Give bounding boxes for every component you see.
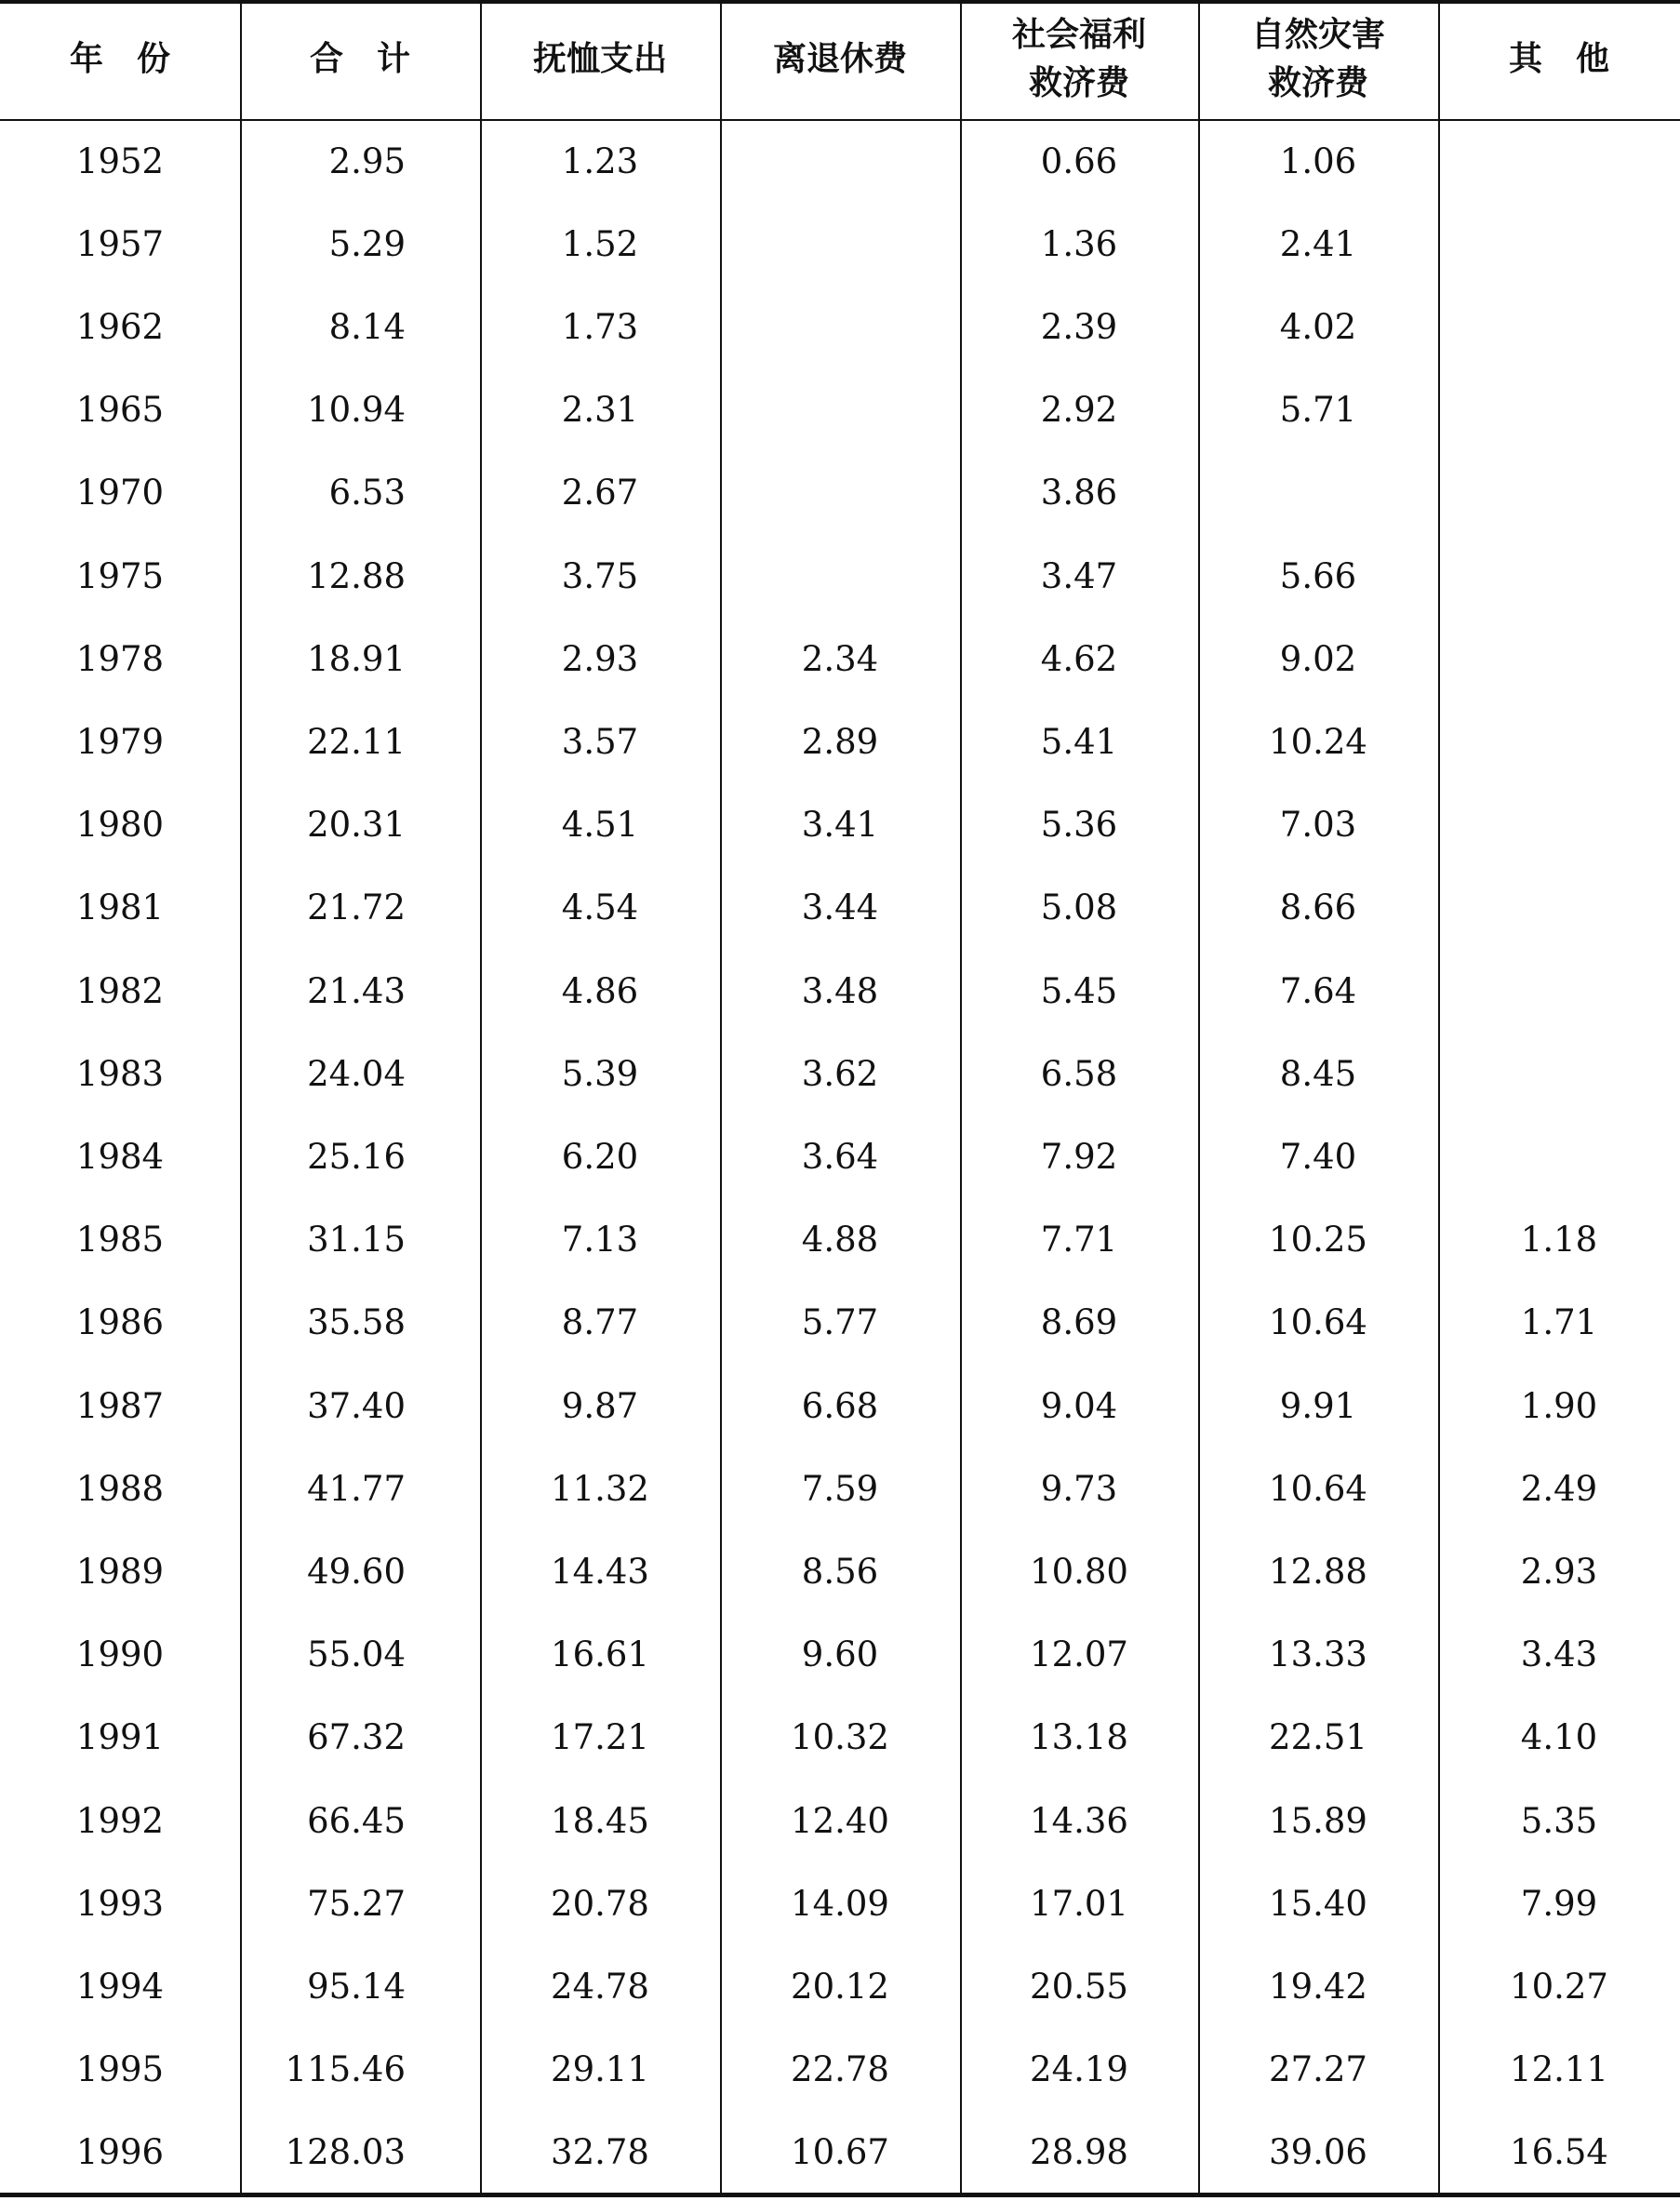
cell-other: 16.54 [1510, 2132, 1608, 2173]
header-line: 其 他 [1508, 39, 1609, 78]
cell-retirement: 8.56 [801, 1551, 879, 1592]
cell-retirement: 22.78 [791, 2049, 889, 2090]
cell-disaster-relief: 2.41 [1279, 223, 1357, 264]
cell-social-welfare-relief: 28.98 [1030, 2132, 1128, 2173]
cell-retirement: 2.89 [801, 721, 879, 762]
cell-retirement: 12.40 [791, 1800, 889, 1841]
cell-social-welfare-relief: 10.80 [1030, 1551, 1128, 1592]
cell-other: 12.11 [1510, 2049, 1608, 2090]
cell-other [1438, 465, 1680, 521]
cell-pension-relief: 20.78 [551, 1883, 649, 1924]
cell-total: 67.32 [307, 1717, 406, 1758]
cell-pension-relief: 5.39 [561, 1053, 639, 1094]
row-year: 1989 [75, 1551, 165, 1592]
cell-total: 128.03 [285, 2132, 406, 2173]
cell-total: 5.29 [328, 223, 406, 264]
cell-other: 1.71 [1520, 1302, 1598, 1343]
row-year: 1986 [75, 1302, 165, 1343]
header-line: 合 计 [309, 39, 410, 78]
row-year: 1996 [75, 2132, 165, 2173]
cell-social-welfare-relief: 14.36 [1030, 1800, 1128, 1841]
cell-other: 10.27 [1510, 1966, 1608, 2007]
header-line: 社会福利 [1011, 15, 1146, 54]
cell-pension-relief: 17.21 [551, 1717, 649, 1758]
row-year: 1992 [75, 1800, 165, 1841]
row-year: 1991 [75, 1717, 165, 1758]
cell-social-welfare-relief: 4.62 [1040, 638, 1118, 679]
cell-pension-relief: 16.61 [551, 1634, 649, 1675]
cell-social-welfare-relief: 2.92 [1040, 390, 1118, 431]
cell-pension-relief: 9.87 [561, 1385, 639, 1426]
cell-retirement: 3.62 [801, 1053, 879, 1094]
cell-pension-relief: 4.51 [561, 805, 639, 846]
header-pension-relief [480, 0, 720, 119]
cell-total: 12.88 [307, 555, 406, 596]
cell-disaster-relief: 8.66 [1279, 887, 1357, 928]
header-retirement [720, 0, 960, 119]
row-year: 1988 [75, 1468, 165, 1509]
cell-total: 55.04 [307, 1634, 406, 1675]
cell-total: 10.94 [307, 390, 406, 431]
cell-social-welfare-relief: 0.66 [1040, 140, 1118, 181]
cell-social-welfare-relief: 1.36 [1040, 223, 1118, 264]
cell-disaster-relief: 15.40 [1269, 1883, 1367, 1924]
cell-social-welfare-relief: 24.19 [1030, 2049, 1128, 2090]
cell-other: 3.43 [1520, 1634, 1598, 1675]
row-year: 1982 [75, 970, 165, 1011]
cell-disaster-relief: 5.66 [1279, 555, 1357, 596]
cell-pension-relief: 14.43 [551, 1551, 649, 1592]
cell-retirement: 3.41 [801, 805, 879, 846]
cell-retirement: 20.12 [791, 1966, 889, 2007]
cell-total: 24.04 [307, 1053, 406, 1094]
table-bottom-rule [0, 2193, 1680, 2197]
row-year: 1962 [75, 306, 165, 347]
cell-total: 49.60 [307, 1551, 406, 1592]
header-line: 抚恤支出 [532, 39, 667, 78]
cell-disaster-relief: 1.06 [1279, 140, 1357, 181]
cell-disaster-relief: 9.91 [1279, 1385, 1357, 1426]
row-year: 1993 [75, 1883, 165, 1924]
cell-retirement [720, 299, 960, 354]
row-year: 1957 [75, 223, 165, 264]
header-line: 离退休费 [772, 39, 907, 78]
cell-other [1438, 548, 1680, 604]
row-year: 1981 [75, 887, 165, 928]
cell-social-welfare-relief: 13.18 [1030, 1717, 1128, 1758]
cell-pension-relief: 6.20 [561, 1136, 639, 1177]
cell-retirement: 3.44 [801, 887, 879, 928]
cell-pension-relief: 18.45 [551, 1800, 649, 1841]
cell-pension-relief: 32.78 [551, 2132, 649, 2173]
cell-other: 2.93 [1520, 1551, 1598, 1592]
cell-other: 5.35 [1520, 1800, 1598, 1841]
row-year: 1985 [75, 1220, 165, 1261]
cell-retirement: 3.64 [801, 1136, 879, 1177]
cell-disaster-relief: 10.24 [1269, 721, 1367, 762]
cell-pension-relief: 29.11 [551, 2049, 649, 2090]
header-line: 救济费 [1267, 64, 1368, 102]
cell-pension-relief: 4.86 [561, 970, 639, 1011]
cell-total: 25.16 [307, 1136, 406, 1177]
cell-social-welfare-relief: 5.41 [1040, 721, 1118, 762]
cell-total: 31.15 [307, 1220, 406, 1261]
cell-disaster-relief: 27.27 [1269, 2049, 1367, 2090]
cell-pension-relief: 8.77 [561, 1302, 639, 1343]
cell-social-welfare-relief: 3.47 [1040, 555, 1118, 596]
row-year: 1990 [75, 1634, 165, 1675]
cell-other [1438, 1046, 1680, 1101]
cell-retirement: 10.67 [791, 2132, 889, 2173]
cell-other [1438, 299, 1680, 354]
cell-social-welfare-relief: 8.69 [1040, 1302, 1118, 1343]
cell-retirement [720, 133, 960, 189]
cell-social-welfare-relief: 5.45 [1040, 970, 1118, 1011]
cell-disaster-relief: 9.02 [1279, 638, 1357, 679]
row-year: 1983 [75, 1053, 165, 1094]
cell-total: 35.58 [307, 1302, 406, 1343]
cell-social-welfare-relief: 5.36 [1040, 805, 1118, 846]
cell-retirement: 3.48 [801, 970, 879, 1011]
cell-retirement: 2.34 [801, 638, 879, 679]
header-line: 救济费 [1028, 64, 1129, 102]
cell-pension-relief: 3.57 [561, 721, 639, 762]
cell-retirement [720, 465, 960, 521]
cell-disaster-relief: 4.02 [1279, 306, 1357, 347]
cell-other [1438, 133, 1680, 189]
cell-other [1438, 382, 1680, 438]
cell-social-welfare-relief: 9.04 [1040, 1385, 1118, 1426]
cell-total: 21.72 [307, 887, 406, 928]
cell-disaster-relief: 19.42 [1269, 1966, 1367, 2007]
cell-disaster-relief: 12.88 [1269, 1551, 1367, 1592]
row-year: 1994 [75, 1966, 165, 2007]
cell-total: 18.91 [307, 638, 406, 679]
cell-retirement [720, 548, 960, 604]
cell-pension-relief: 24.78 [551, 1966, 649, 2007]
cell-social-welfare-relief: 3.86 [1040, 473, 1118, 514]
cell-retirement: 5.77 [801, 1302, 879, 1343]
header-disaster-relief [1198, 0, 1438, 119]
cell-pension-relief: 1.52 [561, 223, 639, 264]
cell-total: 37.40 [307, 1385, 406, 1426]
cell-disaster-relief: 10.64 [1269, 1302, 1367, 1343]
row-year: 1978 [75, 638, 165, 679]
cell-social-welfare-relief: 12.07 [1030, 1634, 1128, 1675]
cell-disaster-relief: 10.25 [1269, 1220, 1367, 1261]
cell-pension-relief: 1.23 [561, 140, 639, 181]
header-line: 年 份 [69, 39, 170, 78]
header-other [1438, 0, 1680, 119]
cell-other [1438, 216, 1680, 272]
row-year: 1975 [75, 555, 165, 596]
cell-total: 22.11 [307, 721, 406, 762]
cell-retirement: 4.88 [801, 1220, 879, 1261]
cell-disaster-relief [1198, 465, 1438, 521]
cell-retirement: 9.60 [801, 1634, 879, 1675]
cell-total: 41.77 [307, 1468, 406, 1509]
cell-other [1438, 1128, 1680, 1184]
cell-pension-relief: 1.73 [561, 306, 639, 347]
cell-other: 7.99 [1520, 1883, 1598, 1924]
cell-other: 2.49 [1520, 1468, 1598, 1509]
cell-other [1438, 714, 1680, 769]
cell-disaster-relief: 15.89 [1269, 1800, 1367, 1841]
cell-retirement [720, 382, 960, 438]
row-year: 1979 [75, 721, 165, 762]
cell-total: 95.14 [307, 1966, 406, 2007]
row-year: 1987 [75, 1385, 165, 1426]
cell-retirement: 10.32 [791, 1717, 889, 1758]
cell-social-welfare-relief: 17.01 [1030, 1883, 1128, 1924]
cell-retirement: 14.09 [791, 1883, 889, 1924]
cell-disaster-relief: 8.45 [1279, 1053, 1357, 1094]
cell-pension-relief: 2.31 [561, 390, 639, 431]
cell-total: 2.95 [328, 140, 406, 181]
row-year: 1970 [75, 473, 165, 514]
cell-retirement [720, 216, 960, 272]
cell-retirement: 6.68 [801, 1385, 879, 1426]
cell-disaster-relief: 7.03 [1279, 805, 1357, 846]
row-year: 1965 [75, 390, 165, 431]
row-year: 1980 [75, 805, 165, 846]
row-year: 1995 [75, 2049, 165, 2090]
cell-other [1438, 797, 1680, 853]
cell-pension-relief: 11.32 [551, 1468, 649, 1509]
cell-other: 4.10 [1520, 1717, 1598, 1758]
cell-total: 66.45 [307, 1800, 406, 1841]
cell-total: 20.31 [307, 805, 406, 846]
cell-social-welfare-relief: 9.73 [1040, 1468, 1118, 1509]
cell-social-welfare-relief: 6.58 [1040, 1053, 1118, 1094]
cell-disaster-relief: 7.64 [1279, 970, 1357, 1011]
cell-disaster-relief: 7.40 [1279, 1136, 1357, 1177]
header-year [0, 0, 240, 119]
cell-other [1438, 631, 1680, 687]
cell-pension-relief: 3.75 [561, 555, 639, 596]
header-bottom-rule [0, 119, 1680, 121]
cell-total: 21.43 [307, 970, 406, 1011]
cell-pension-relief: 2.93 [561, 638, 639, 679]
cell-total: 75.27 [307, 1883, 406, 1924]
header-line: 自然灾害 [1250, 15, 1385, 54]
cell-total: 115.46 [285, 2049, 406, 2090]
cell-pension-relief: 7.13 [561, 1220, 639, 1261]
cell-other [1438, 880, 1680, 936]
row-year: 1952 [75, 140, 165, 181]
cell-pension-relief: 4.54 [561, 887, 639, 928]
cell-social-welfare-relief: 5.08 [1040, 887, 1118, 928]
cell-pension-relief: 2.67 [561, 473, 639, 514]
cell-disaster-relief: 22.51 [1269, 1717, 1367, 1758]
cell-social-welfare-relief: 20.55 [1030, 1966, 1128, 2007]
cell-total: 6.53 [328, 473, 406, 514]
cell-disaster-relief: 5.71 [1279, 390, 1357, 431]
header-social-welfare-relief [960, 0, 1198, 119]
cell-total: 8.14 [328, 306, 406, 347]
cell-social-welfare-relief: 7.92 [1040, 1136, 1118, 1177]
cell-disaster-relief: 13.33 [1269, 1634, 1367, 1675]
header-total [240, 0, 480, 119]
cell-disaster-relief: 39.06 [1269, 2132, 1367, 2173]
cell-social-welfare-relief: 2.39 [1040, 306, 1118, 347]
cell-disaster-relief: 10.64 [1269, 1468, 1367, 1509]
cell-retirement: 7.59 [801, 1468, 879, 1509]
cell-other: 1.90 [1520, 1385, 1598, 1426]
row-year: 1984 [75, 1136, 165, 1177]
cell-other: 1.18 [1520, 1220, 1598, 1261]
cell-other [1438, 963, 1680, 1019]
cell-social-welfare-relief: 7.71 [1040, 1220, 1118, 1261]
